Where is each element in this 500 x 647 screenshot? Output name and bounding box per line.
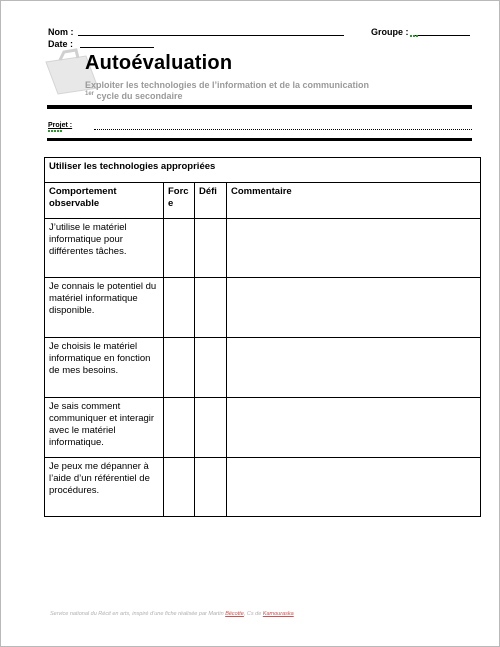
force-cell[interactable] xyxy=(164,458,195,517)
comment-cell[interactable] xyxy=(227,219,481,278)
project-line[interactable] xyxy=(94,129,472,130)
spellcheck-squiggle xyxy=(410,35,419,37)
footer-name-becotte: Bécotte xyxy=(225,611,244,617)
force-cell[interactable] xyxy=(164,219,195,278)
subtitle-competency: Exploiter les technologies de l’information et de la communication xyxy=(85,80,370,90)
defi-cell[interactable] xyxy=(195,219,227,278)
table-header-row xyxy=(45,183,481,219)
behaviour-cell: Je sais comment communiquer et interagir avec le matériel informatique. xyxy=(45,398,164,458)
behaviour-cell: Je connais le potentiel du matériel informatique disponible. xyxy=(45,278,164,338)
table-row xyxy=(45,338,481,398)
footer-text: Service national du Récit en arts, inspiré d’une fiche réalisée par Martin xyxy=(50,611,224,617)
name-line[interactable] xyxy=(78,35,344,36)
date-label: Date : xyxy=(48,39,74,49)
page-title: Autoévaluation xyxy=(85,52,233,74)
comment-cell[interactable] xyxy=(227,338,481,398)
defi-cell[interactable] xyxy=(195,278,227,338)
project-label: Projet : xyxy=(48,122,73,129)
defi-cell[interactable] xyxy=(195,338,227,398)
force-cell[interactable] xyxy=(164,278,195,338)
subtitle-cycle xyxy=(85,91,183,101)
header-rule-bottom xyxy=(47,138,472,141)
footer-credit xyxy=(50,611,294,617)
header-rule-top xyxy=(47,105,472,109)
header-behaviour: Comportement observable xyxy=(45,183,164,219)
behaviour-cell: J’utilise le matériel informatique pour différentes tâches. xyxy=(45,219,164,278)
footer-mid: , Cs de xyxy=(243,611,262,617)
group-line[interactable] xyxy=(413,35,470,36)
table-row xyxy=(45,278,481,338)
subtitle-cycle-text: cycle du secondaire xyxy=(94,91,183,101)
behaviour-cell: Je peux me dépanner à l’aide d’un référentiel de procédures. xyxy=(45,458,164,517)
defi-cell[interactable] xyxy=(195,458,227,517)
force-cell[interactable] xyxy=(164,398,195,458)
table-row xyxy=(45,458,481,517)
header-defi: Défi xyxy=(195,183,227,219)
comment-cell[interactable] xyxy=(227,458,481,517)
group-label: Groupe : xyxy=(371,27,409,37)
header-force: Force xyxy=(164,183,195,219)
table-caption: Utiliser les technologies appropriées xyxy=(45,158,481,183)
force-cell[interactable] xyxy=(164,338,195,398)
header-comment: Commentaire xyxy=(227,183,481,219)
table-row xyxy=(45,219,481,278)
table-row xyxy=(45,398,481,458)
comment-cell[interactable] xyxy=(227,398,481,458)
name-label: Nom : xyxy=(48,27,74,37)
comment-cell[interactable] xyxy=(227,278,481,338)
evaluation-table xyxy=(44,157,481,517)
spellcheck-squiggle xyxy=(48,130,62,132)
footer-name-kamouraska: Kamouraska xyxy=(262,611,294,617)
table-caption-row xyxy=(45,158,481,183)
defi-cell[interactable] xyxy=(195,398,227,458)
subtitle-cycle-sup: 1er xyxy=(85,91,95,97)
behaviour-cell: Je choisis le matériel informatique en fonction de mes besoins. xyxy=(45,338,164,398)
